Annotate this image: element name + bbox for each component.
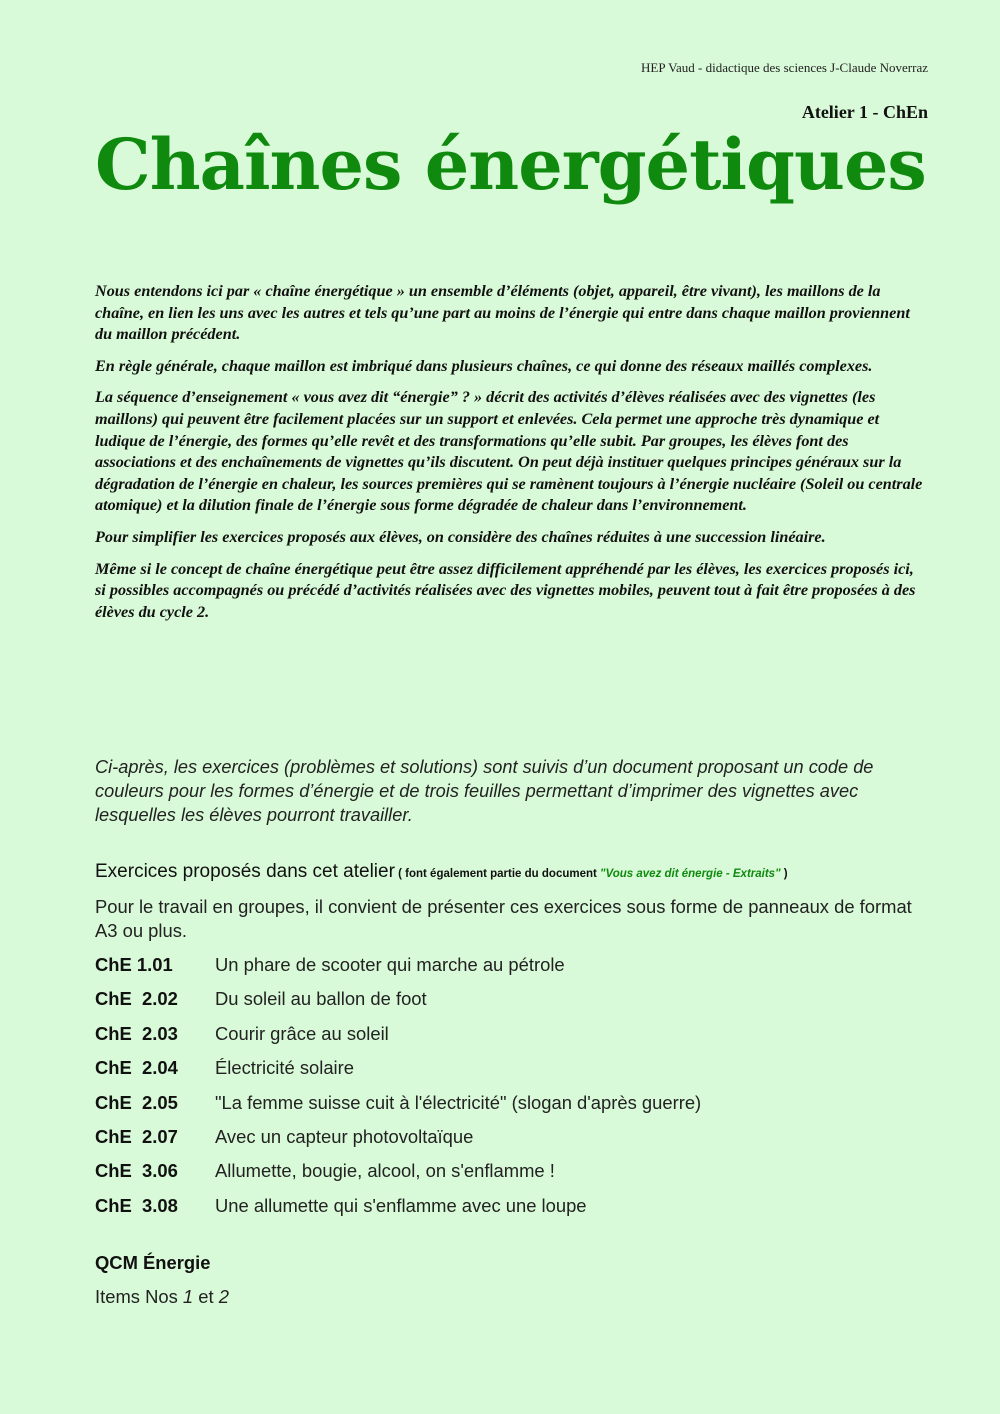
exercise-title: Une allumette qui s'enflamme avec une loupe [215,1194,587,1216]
exercises-note-prefix: ( font également partie du document [394,868,601,880]
exercise-title: Électricité solaire [215,1057,354,1079]
intro-paragraph-linear: Pour simplifier les exercices proposés aux élèves, on considère des chaînes réduites à une succession linéaire. [95,527,826,546]
exercise-item [95,988,925,1022]
qcm-item-number-b: 2 [218,1286,229,1307]
exercise-item [95,1092,925,1126]
intro-section [95,281,927,633]
exercise-code: ChE 2.04 [95,1057,178,1079]
qcm-items-prefix: Items Nos [95,1286,183,1307]
qcm-heading: QCM Énergie [95,1252,211,1273]
atelier-label: Atelier 1 - ChEn [801,102,928,122]
exercise-code: ChE 1.01 [95,954,173,975]
qcm-item-number-a: 1 [182,1286,194,1307]
header-credit: HEP Vaud - didactique des sciences J-Claude Noverraz [641,60,928,75]
group-work-note: Pour le travail en groupes, il convient de présenter ces exercices sous forme de panneaux de format A3 ou plus. [95,896,912,941]
intro-paragraph-definition: Nous entendons ici par « chaîne énergétique » un ensemble d’éléments (objet, appareil, être vivant), les maillons de la chaîne, en lien les uns avec les autres et tels qu’une part au moins de l’énergie qui entre dans chaque maillon proviennent du maillon précédent. [95,282,910,344]
exercise-code: ChE 2.05 [95,1091,178,1113]
qcm-items-and: et [193,1286,219,1307]
exercise-item [95,1023,925,1057]
summary-paragraph: Ci-après, les exercices (problèmes et solutions) sont suivis d’un document proposant un code de couleurs pour les formes d’énergie et de trois feuilles permettant d’imprimer des vignettes avec lesquelles les élèves pourront travailler. [95,757,874,825]
intro-paragraph-sequence: La séquence d’enseignement « vous avez dit “énergie” ? » décrit des activités d’élèves réalisées avec des vignettes (les maillons) qui peuvent être facilement placées sur un support et enlevées. Cela permet une approche très dynamique et ludique de l’énergie, des formes qu’elle revêt et des transformations qu’elle subit. Par groupes, les élèves font des associations et des enchaînements de vignettes qu’ils discutent. On peut déjà instituer quelques principes généraux sur la dégradation de l’énergie en chaleur, les sources premières qui se ramènent toujours à l’énergie nucléaire (Soleil ou centrale atomique) et la dilution finale de l’énergie sous forme dégradée de chaleur dans l’environnement. [95,388,923,515]
exercises-doc-reference: "Vous avez dit énergie - Extraits" [600,868,781,880]
qcm-items-line [95,1286,229,1308]
exercise-code: ChE 3.08 [95,1194,178,1216]
exercises-note-suffix: ) [780,868,788,880]
exercise-item [95,1126,925,1160]
exercise-code: ChE 2.02 [95,988,178,1010]
exercise-item [95,954,925,988]
exercise-title: Avec un capteur photovoltaïque [215,1125,474,1147]
exercise-item [95,1057,925,1091]
exercise-title: Un phare de scooter qui marche au pétrole [215,954,565,975]
exercise-code: ChE 2.07 [95,1125,178,1147]
exercises-heading-text: Exercices proposés dans cet atelier [95,861,395,882]
exercise-title: Courir grâce au soleil [215,1022,389,1044]
exercise-item [95,1195,925,1229]
exercises-heading [95,861,788,883]
exercise-title: Allumette, bougie, alcool, on s'enflamme ! [215,1160,555,1182]
exercise-list [95,954,925,1229]
page-title: Chaînes énergétiques [95,123,926,206]
exercise-item [95,1160,925,1194]
exercise-title: "La femme suisse cuit à l'électricité" (slogan d'après guerre) [215,1091,702,1113]
exercise-title: Du soleil au ballon de foot [215,988,427,1010]
exercise-code: ChE 2.03 [95,1022,178,1044]
exercise-code: ChE 3.06 [95,1160,178,1182]
intro-paragraph-cycle: Même si le concept de chaîne énergétique peut être assez difficilement appréhendé par les élèves, les exercices proposés ici, si possibles accompagnés ou précédé d’activités réalisées avec des vignettes mobiles, peuvent tout à fait être proposées à des élèves du cycle 2. [95,559,916,621]
intro-paragraph-networks: En règle générale, chaque maillon est imbriqué dans plusieurs chaînes, ce qui donne des réseaux maillés complexes. [95,356,873,375]
